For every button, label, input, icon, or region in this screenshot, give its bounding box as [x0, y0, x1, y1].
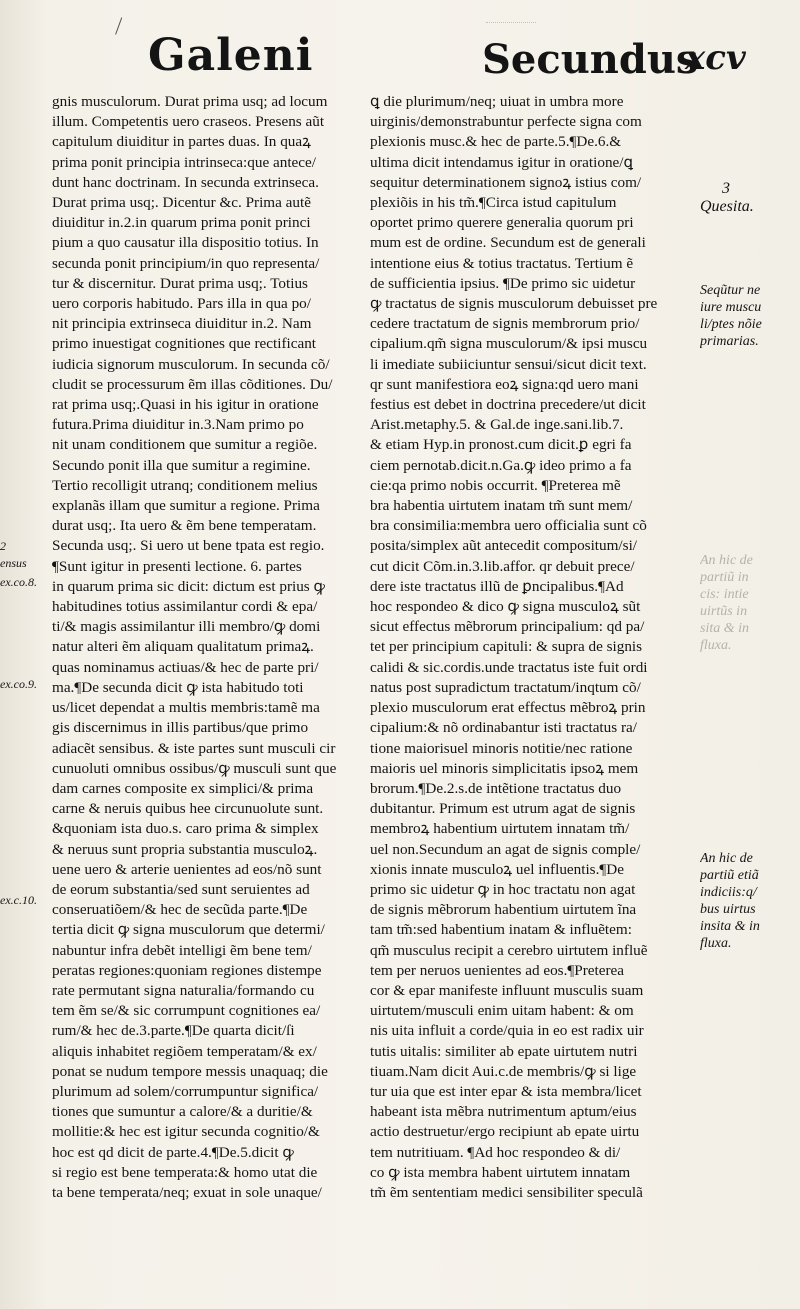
text-line: tem per neruos uenientes ad eos.¶Preterea — [370, 961, 624, 979]
margin-note-line: An hic de — [700, 851, 753, 866]
text-line: tutis uitalis: similiter ab epate uirtutem nutri — [370, 1042, 638, 1060]
text-line: peratas regiones:quoniam regiones distempe — [52, 961, 322, 979]
margin-note-right-b — [700, 850, 796, 952]
text-line: actio destruetur/ergo recipiunt ab epate uirtu — [370, 1123, 640, 1141]
text-line: tm̃ ẽm sententiam medici sensibiliter speculã — [370, 1183, 643, 1201]
text-line: maioris uel minoris simplicitatis ipsoꝝ mem — [370, 759, 639, 777]
text-line: uirtutem/musculi enim uitam habent: & om — [370, 1002, 634, 1020]
text-line: ꝗ die plurimum/neq; uiuat in umbra more — [370, 93, 624, 110]
text-line: membroꝝ habentium uirtutem innatam tm̃/ — [370, 820, 630, 838]
text-line: primo sic uidetur ꝙ in hoc tractatu non agat — [370, 880, 636, 898]
text-line: uel non.Secundum an agat de signis comple/ — [370, 840, 641, 858]
text-line: uene uero & arterie uenientes ad eos/nõ sunt — [52, 860, 322, 878]
text-line: natus post supradictum tractatum/inqtum cõ/ — [370, 678, 641, 696]
text-line: in quarum prima sic dicit: dictum est prius ꝙ — [52, 577, 325, 595]
text-line: cludit se processurum ẽm illas cõditiones. Du/ — [52, 375, 333, 393]
margin-note-line: fluxa. — [700, 638, 732, 653]
text-line: uirginis/demonstrabuntur perfecte signa com — [370, 113, 642, 131]
text-line: festius est debet in doctrina precedere/ut dicit — [370, 396, 646, 414]
text-line: us/licet dependat a multis membris:tamẽ ma — [52, 699, 320, 717]
text-line: tertia dicit ꝙ signa musculorum que determi/ — [52, 921, 325, 939]
text-line: Secundo ponit illa que sumitur a regimine. — [52, 456, 311, 474]
text-line: hoc est qd dicit de parte.4.¶De.5.dicit ꝙ — [52, 1143, 294, 1161]
text-line: Tertio recolligit utranq; conditionem melius — [52, 476, 318, 494]
text-line: cut dicit Cõm.in.3.lib.affor. qr debuit prece/ — [370, 557, 635, 575]
text-line: ta bene temperata/neq; exuat in sole unaque/ — [52, 1183, 322, 1201]
margin-note-left-4: ex.c.10. — [0, 893, 37, 907]
margin-note-left-2: ex.co.8. — [0, 575, 37, 589]
text-line: tiuam.Nam dicit Aui.c.de membris/ꝙ si lige — [370, 1062, 637, 1080]
text-line: de sufficientia ipsius. ¶De primo sic uidetur — [370, 274, 636, 292]
text-line: &quoniam ista duo.s. caro prima & simplex — [52, 820, 319, 838]
margin-note-line: partiũ etiã — [700, 868, 759, 883]
ink-scratch — [115, 17, 128, 36]
text-line: & etiam Hyp.in pronost.cum dicit.ꝑ egri fa — [370, 436, 632, 454]
text-line: hoc respondeo & dico ꝙ signa musculoꝝ sũt — [370, 598, 641, 616]
margin-note-line: insita & in — [700, 919, 760, 934]
text-line: conseruatiõem/& hec de secũda parte.¶De — [52, 901, 308, 919]
text-line: gnis musculorum. Durat prima usq; ad locum — [52, 93, 328, 110]
text-line: dere iste tractatus illũ de ꝑncipalibus.¶Ad — [370, 577, 624, 595]
margin-note-line: fluxa. — [700, 936, 732, 951]
text-line: rat prima usq;.Quasi in his igitur in oratione — [52, 396, 319, 414]
text-line: gis discernimus in illis partibus/que primo — [52, 719, 309, 737]
margin-note-line: Seqũtur ne — [700, 283, 761, 298]
text-line: si regio est bene temperata:& homo utat die — [52, 1163, 318, 1181]
text-line: carne & neruis quibus hee circunuolute sunt. — [52, 800, 324, 818]
folio-number: xcv — [685, 38, 746, 78]
text-line: rum/& hec de.3.parte.¶De quarta dicit/ſi — [52, 1022, 295, 1040]
text-line: intentione eius & totius tractatus. Tertium ẽ — [370, 254, 634, 272]
text-line: brorum.¶De.2.s.de intẽtione tractatus duo — [370, 779, 622, 797]
text-line: uero corporis habitudo. Pars illa in qua po/ — [52, 295, 311, 313]
text-line: plexio musculorum erat effectus mẽbroꝝ prin — [370, 699, 646, 717]
text-line: cunuoluti omnibus ossibus/ꝙ musculi sunt que — [52, 759, 337, 777]
text-column-left — [52, 92, 354, 1212]
text-line: sequitur determinationem signoꝝ istius com/ — [370, 173, 642, 191]
text-line: oportet primo querere generalia quorum pri — [370, 214, 634, 232]
text-line: plexiõis in his tm̃.¶Circa istud capitulum — [370, 194, 617, 212]
margin-note-line: An hic de — [700, 553, 753, 568]
text-line: pium a quo causatur illa dispositio totius. In — [52, 234, 319, 252]
text-line: posita/simplex aũt antecedit compositum/si/ — [370, 537, 638, 555]
margin-note-line: iure muscu — [700, 300, 762, 315]
text-line: illum. Competentis uero craseos. Presens aũt — [52, 113, 325, 131]
margin-note-right-faded — [700, 552, 796, 654]
text-line: adiacẽt sensibus. & iste partes sunt musculi cir — [52, 739, 336, 757]
text-line: habeant ista mẽbra nutrimentum aptum/eius — [370, 1103, 637, 1121]
running-head-left: Galeni — [148, 30, 314, 81]
paper-speck — [486, 22, 536, 31]
text-line: qr sunt manifestiora eoꝝ signa:qd uero mani — [370, 375, 639, 393]
text-line: nis uita influit a corde/quia in eo est radix uir — [370, 1022, 644, 1040]
margin-note-line: cis: intie — [700, 587, 749, 602]
text-line: Durat prima usq;. Dicentur &c. Prima autẽ — [52, 194, 311, 212]
margin-note-left-3: ex.co.9. — [0, 677, 37, 691]
text-line: & neruus sunt propria substantia musculoꝝ. — [52, 840, 318, 858]
quesita-number: 3 — [722, 180, 730, 197]
text-line: nit principia extrinseca diuiditur in.2. Nam — [52, 315, 312, 333]
text-line: tam tm̃:sed habentium inatam & influẽtem: — [370, 921, 632, 939]
margin-note-text: ensus — [0, 556, 27, 570]
text-line: mollitie:& hec est igitur secunda cognitio/& — [52, 1123, 320, 1141]
text-line: cie:qa primo nobis occurrit. ¶Preterea mẽ — [370, 476, 621, 494]
text-line: habitudines totius assimilantur cordi & epa/ — [52, 598, 318, 616]
text-line: de eorum substantia/sed sunt seruientes ad — [52, 880, 310, 898]
text-line: nabuntur infra debẽt intelligi ẽm bene tem/ — [52, 941, 312, 959]
text-line: cipalium:& nõ ordinabantur isti tractatus ra/ — [370, 719, 637, 737]
text-line: natur alteri ẽm aliquam qualitatum primaꝝ. — [52, 638, 314, 656]
text-line: sicut effectus mẽbrorum principalium: qd pa/ — [370, 618, 645, 636]
margin-note-line: indiciis:q/ — [700, 885, 757, 900]
text-line: iudicia signorum musculorum. In secunda cõ/ — [52, 355, 330, 373]
text-line: Secunda usq;. Si uero ut bene tpata est regio. — [52, 537, 325, 555]
text-line: diuiditur in.2.in quarum prima ponit princi — [52, 214, 311, 232]
text-line: nit unam conditionem que sumitur a regiõe. — [52, 436, 318, 454]
text-line: durat usq;. Ita uero & ẽm bene temperatam. — [52, 517, 317, 535]
text-line: de signis mẽbrorum habentium uirtutem ĩna — [370, 901, 637, 919]
running-head-right: Secundus — [482, 36, 699, 83]
margin-note-line: li/ptes nõie — [700, 317, 762, 332]
quesita-label: Quesita. — [700, 198, 754, 215]
text-line: bra consimilia:membra uero officialia sunt cõ — [370, 517, 647, 535]
text-line: cor & epar manifeste influunt musculis suam — [370, 981, 644, 999]
margin-note-right-a — [700, 282, 796, 350]
text-line: ꝙ tractatus de signis musculorum debuisset pre — [370, 295, 658, 313]
text-line: ti/& magis assimilantur illi membro/ꝙ domi — [52, 618, 321, 636]
margin-note-line: bus uirtus — [700, 902, 756, 917]
text-line: cedere tractatum de signis membrorum prio/ — [370, 315, 640, 333]
text-line: tiones que sumuntur a calore/& a duritie/& — [52, 1103, 313, 1121]
text-line: tur & discernitur. Durat prima usq;. Totius — [52, 274, 308, 292]
text-line: tet per principium capituli: & supra de signis — [370, 638, 643, 656]
text-line: calidi & sic.cordis.unde tractatus iste fuit ordi — [370, 658, 648, 676]
text-line: secunda ponit principium/in quo representa/ — [52, 254, 320, 272]
text-line: futura.Prima diuiditur in.3.Nam primo po — [52, 416, 304, 434]
text-line: bra habentia uirtutem inatam tm̃ sunt mem/ — [370, 497, 633, 515]
text-line: Arist.metaphy.5. & Gal.de inge.sani.lib.7. — [370, 416, 624, 434]
margin-note-line: uirtũs in — [700, 604, 748, 619]
text-line: prima ponit principia intrinseca:que antece/ — [52, 153, 316, 171]
margin-note-left-1 — [0, 538, 46, 572]
text-line: primo inuestigat cognitiones que rectificant — [52, 335, 317, 353]
text-line: co ꝙ ista membra habent uirtutem innatam — [370, 1163, 631, 1181]
margin-note-number: 2 — [0, 539, 6, 553]
text-line: plurimum ad solem/corrumpuntur significa/ — [52, 1082, 319, 1100]
text-line: mum est de ordine. Secundum est de generali — [370, 234, 646, 252]
text-line: tur uia que est inter epar & ista membra/licet — [370, 1082, 642, 1100]
text-line: rate permutant signa naturalia/formando cu — [52, 981, 315, 999]
text-column-right — [370, 92, 690, 1212]
text-line: qm̃ musculus recipit a cerebro uirtutem influẽ — [370, 941, 648, 959]
text-line: li imediate subiiciuntur sensui/sicut dicit text. — [370, 355, 647, 373]
margin-note-line: sita & in — [700, 621, 750, 636]
text-line: ma.¶De secunda dicit ꝙ ista habitudo toti — [52, 678, 304, 696]
text-line: plexionis musc.& hec de parte.5.¶De.6.& — [370, 133, 622, 151]
text-line: quas nominamus actiuas/& hec de parte pri/ — [52, 658, 319, 676]
text-line: ¶Sunt igitur in presenti lectione. 6. partes — [52, 557, 302, 575]
text-line: ultima dicit intendamus igitur in oratione/ꝗ — [370, 153, 634, 171]
margin-note-line: primarias. — [700, 334, 759, 349]
text-line: cipalium.qm̃ signa musculorum/& ipsi muscu — [370, 335, 648, 353]
margin-note-line: partiũ in — [700, 570, 749, 585]
text-line: dubitantur. Primum est utrum agat de signis — [370, 800, 636, 818]
text-line: tione maiorisuel minoris notitie/nec ratione — [370, 739, 633, 757]
text-line: tem nutritiuam. ¶Ad hoc respondeo & di/ — [370, 1143, 621, 1161]
text-line: xionis innate musculoꝝ uel influentis.¶De — [370, 860, 624, 878]
text-line: aliquis inhabitet regiõem temperatam/& ex/ — [52, 1042, 317, 1060]
text-line: dunt hanc doctrinam. In secunda extrinseca. — [52, 173, 319, 191]
text-line: explanãs illam que sumitur a regione. Prima — [52, 497, 320, 515]
text-line: ponat se nudum tempore messis unaquaq; die — [52, 1062, 328, 1080]
text-line: ciem pernotab.dicit.n.Ga.ꝙ ideo primo a fa — [370, 456, 632, 474]
text-line: dam carnes composite ex simplici/& prima — [52, 779, 314, 797]
text-line: tem ẽm se/& sic corrumpunt cognitiones ea/ — [52, 1002, 321, 1020]
text-line: capitulum diuiditur in partes duas. In quaꝝ — [52, 133, 311, 151]
